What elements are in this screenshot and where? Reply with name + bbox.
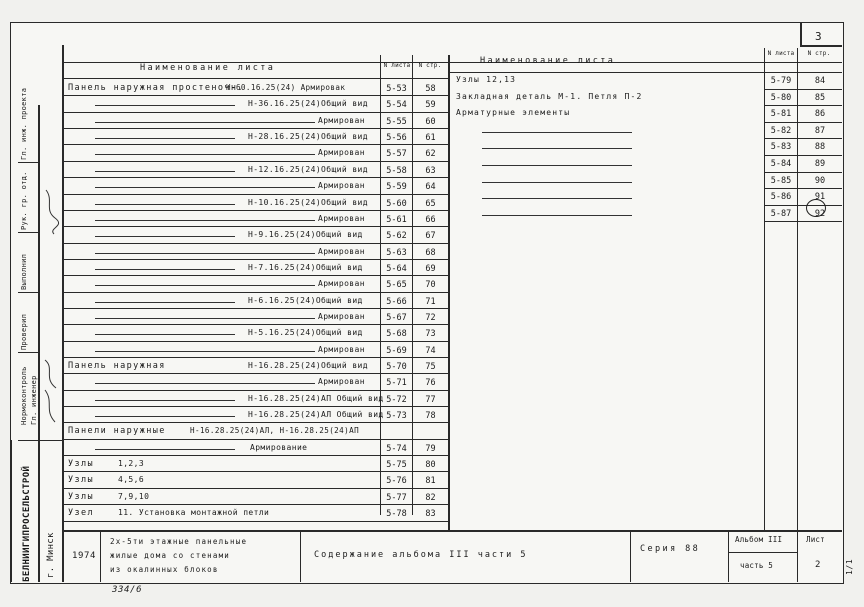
sheet-number-cell: 5-80 — [770, 92, 792, 103]
sheet-number-cell: 5-62 — [386, 231, 407, 242]
sheet-number-cell: 5-68 — [386, 329, 407, 340]
object-line: из окалинных блоков — [110, 565, 219, 574]
row-text: Н-12.16.25(24)Общий вид — [248, 164, 368, 174]
page-number-cell: 66 — [425, 214, 436, 225]
row-text: 7,9,10 — [118, 491, 150, 501]
row-text: Н-16.28.25(24)АП Общий вид — [248, 393, 384, 403]
sheet-number-cell: 5-70 — [386, 362, 407, 372]
page-number-cell: 72 — [425, 312, 436, 323]
ditto-dash — [95, 269, 235, 270]
page-number-cell: 79 — [425, 443, 436, 454]
page-number-cell: 85 — [814, 92, 826, 103]
city: г. Минск — [46, 532, 56, 578]
signatures — [40, 110, 62, 430]
sheet-number-cell: 5-63 — [386, 247, 407, 258]
right-header-name: Наименование листа — [480, 56, 616, 66]
page-number-cell: 82 — [425, 492, 436, 503]
circled-page-mark — [806, 199, 826, 217]
sheet-number-cell: 5-69 — [386, 345, 407, 356]
sheet-number-cell: 5-79 — [770, 76, 792, 86]
page-number-cell: 67 — [425, 231, 436, 242]
row-text: Н-10.16.25(24)Общий вид — [248, 197, 368, 207]
row-text: Н-16.28.25(24)АЛ Общий вид — [248, 410, 384, 419]
part: часть 5 — [740, 561, 774, 570]
sheet-number-cell: 5-58 — [386, 165, 407, 176]
ditto-dash — [95, 138, 235, 139]
sheet-number-cell: 5-78 — [386, 509, 407, 520]
row-text: Н-28.16.25(24)Общий вид — [248, 132, 368, 142]
page-number-cell: 61 — [425, 133, 436, 144]
left-header-name: Наименование листа — [140, 63, 276, 73]
left-header-sheet: N листа — [383, 62, 411, 69]
sheet-number-cell: 5-74 — [386, 443, 407, 454]
side-label: Гл. инж. проекта — [20, 87, 28, 160]
sheet-number-cell: 5-86 — [770, 192, 792, 203]
row-text: Армирован — [318, 115, 365, 125]
sheet-number-cell: 5-55 — [386, 116, 407, 127]
row-text: Армирован — [318, 311, 365, 321]
sheet-number-cell: 5-75 — [386, 460, 407, 471]
sheet-number-cell: 5-71 — [386, 378, 407, 389]
sheet-number-cell: 5-87 — [770, 208, 792, 219]
page-number-cell: 62 — [425, 149, 436, 160]
side-label: Рук. гр. отд. — [20, 171, 28, 230]
ditto-dash — [95, 449, 235, 450]
row-prefix: Панель наружная простеночн. — [68, 83, 244, 93]
ditto-dash — [95, 351, 315, 352]
sheet-number-cell: 5-84 — [770, 159, 792, 169]
page-number-cell: 92 — [814, 208, 826, 219]
page-number-cell: 88 — [814, 142, 826, 153]
page-number-cell: 78 — [425, 411, 436, 421]
page-number-cell: 70 — [425, 280, 436, 291]
row-text: Армирован — [318, 246, 365, 256]
page-number-cell: 89 — [814, 159, 826, 169]
side-label: Выполнил — [20, 253, 28, 290]
row-text: Арматурные элементы — [456, 108, 571, 118]
side-label: Нормоконтроль — [20, 366, 28, 425]
page-number-cell: 64 — [425, 182, 436, 193]
page-number-cell: 74 — [425, 345, 436, 356]
side-label: Гл. инженер — [30, 375, 38, 425]
sheet-number-cell: 5-76 — [386, 476, 407, 487]
ditto-dash — [95, 105, 235, 106]
page-number-cell: 59 — [425, 100, 436, 111]
page-number-cell: 91 — [814, 192, 826, 203]
row-text: 1,2,3 — [118, 459, 145, 469]
ditto-dash — [95, 154, 315, 155]
row-text: Армирован — [318, 213, 365, 223]
ditto-dash — [95, 236, 235, 237]
ditto-dash — [95, 302, 235, 303]
ditto-dash — [482, 182, 632, 183]
footnote: 334/6 — [112, 585, 143, 595]
row-text: Н-5.16.25(24)Общий вид — [248, 328, 363, 338]
page-number-cell: 90 — [814, 175, 826, 186]
page-number: 3 — [815, 30, 823, 43]
row-prefix: Панели наружные — [68, 426, 166, 437]
organization: БЕЛНИИГИПРОСЕЛЬСТРОЙ — [22, 465, 32, 582]
page-number-cell: 69 — [425, 263, 436, 274]
page-number-cell: 87 — [814, 125, 826, 136]
album: Альбом III — [735, 535, 783, 544]
ditto-dash — [95, 285, 315, 286]
ditto-dash — [482, 215, 632, 216]
sheet-number-cell: 5-67 — [386, 312, 407, 323]
ditto-dash — [482, 165, 632, 166]
sheet-number-cell: 5-81 — [770, 109, 792, 120]
row-text: Н-60.16.25(24) Армировак — [226, 83, 346, 92]
ditto-dash — [95, 334, 235, 335]
row-prefix: Панель наружная — [68, 361, 166, 371]
sheet-number-cell: 5-53 — [386, 84, 407, 94]
ditto-dash — [482, 148, 632, 149]
sheet-number-cell: 5-54 — [386, 100, 407, 111]
row-text: Н-16.28.25(24)Общий вид — [248, 361, 368, 370]
page-number-cell: 83 — [425, 509, 436, 520]
row-text: Н-36.16.25(24)Общий вид — [248, 99, 368, 109]
side-label: Проверил — [20, 313, 28, 350]
page-number-cell: 68 — [425, 247, 436, 258]
object-line: жилые дома со стенами — [110, 551, 231, 560]
ditto-dash — [95, 253, 315, 254]
sheet-number-cell: 5-57 — [386, 149, 407, 160]
sheet-number-cell: 5-56 — [386, 133, 407, 144]
sheet-number-cell: 5-65 — [386, 280, 407, 291]
page-number-cell: 84 — [814, 76, 826, 86]
row-text: Армирован — [318, 148, 365, 158]
sheet-number-cell: 5-64 — [386, 263, 407, 274]
ditto-dash — [95, 400, 235, 401]
page-number-cell: 71 — [425, 296, 436, 307]
row-text: Закладная деталь М-1. Петля П-2 — [456, 91, 643, 101]
row-prefix: Узел — [68, 508, 95, 519]
page-number-cell: 81 — [425, 476, 436, 487]
page-number-cell: 77 — [425, 394, 436, 405]
ditto-dash — [95, 187, 315, 188]
row-text: Н-7.16.25(24)Общий вид — [248, 262, 363, 272]
row-text: Армирование — [250, 442, 308, 452]
sheet-number-cell: 5-82 — [770, 125, 792, 136]
row-prefix: Узлы — [68, 475, 95, 486]
ditto-dash — [95, 416, 235, 417]
sheet-number: 2 — [815, 560, 822, 570]
margin-note: 1/1 — [845, 558, 854, 575]
ditto-dash — [482, 132, 632, 133]
right-header-sheet: N листа — [767, 50, 795, 57]
ditto-dash — [95, 122, 315, 123]
series: Серия 88 — [640, 544, 701, 554]
row-text: Узлы 12,13 — [456, 75, 517, 84]
sheet-number-cell: 5-77 — [386, 492, 407, 503]
row-text: Армирован — [318, 344, 365, 354]
row-text: 11. Установка монтажной петли — [118, 508, 270, 518]
sheet-number-cell: 5-59 — [386, 182, 407, 193]
page-number-cell: 73 — [425, 329, 436, 340]
page-number-cell: 76 — [425, 378, 436, 389]
sheet-number-cell: 5-72 — [386, 394, 407, 405]
row-text: Армирован — [318, 181, 365, 191]
row-text: Армирован — [318, 377, 365, 387]
page-number-cell: 65 — [425, 198, 436, 209]
row-text: Н-9.16.25(24)Общий вид — [248, 230, 363, 240]
row-text: Армирован — [318, 279, 365, 289]
page-number-cell: 80 — [425, 460, 436, 471]
page-number-cell: 58 — [425, 84, 436, 94]
sheet-number-cell: 5-60 — [386, 198, 407, 209]
right-header-page: N стр. — [807, 50, 831, 57]
ditto-dash — [95, 171, 235, 172]
sheet-number-cell: 5-61 — [386, 214, 407, 225]
ditto-dash — [482, 198, 632, 199]
row-prefix: Узлы — [68, 491, 95, 502]
page-number-cell: 75 — [425, 362, 436, 372]
sheet-number-cell: 5-83 — [770, 142, 792, 153]
row-text: Н-6.16.25(24)Общий вид — [248, 295, 363, 305]
sheet-label: Лист — [806, 535, 825, 544]
page-number-cell: 86 — [814, 109, 826, 120]
row-prefix: Узлы — [68, 459, 95, 470]
ditto-dash — [95, 318, 315, 319]
left-header-page: N стр. — [418, 62, 442, 69]
page-number-cell: 60 — [425, 116, 436, 127]
year: 1974 — [72, 551, 97, 561]
sheet-number-cell: 5-85 — [770, 175, 792, 186]
ditto-dash — [95, 204, 235, 205]
row-text: Н-16.28.25(24)АЛ, Н-16.28.25(24)АП — [190, 426, 360, 436]
ditto-dash — [95, 220, 315, 221]
object-line: 2х-5ти этажные панельные — [110, 537, 248, 546]
page-number-cell: 63 — [425, 165, 436, 176]
document-title: Содержание альбома III части 5 — [314, 550, 528, 560]
row-text: 4,5,6 — [118, 475, 145, 485]
ditto-dash — [95, 383, 315, 384]
sheet-number-cell: 5-66 — [386, 296, 407, 307]
sheet-number-cell: 5-73 — [386, 411, 407, 421]
